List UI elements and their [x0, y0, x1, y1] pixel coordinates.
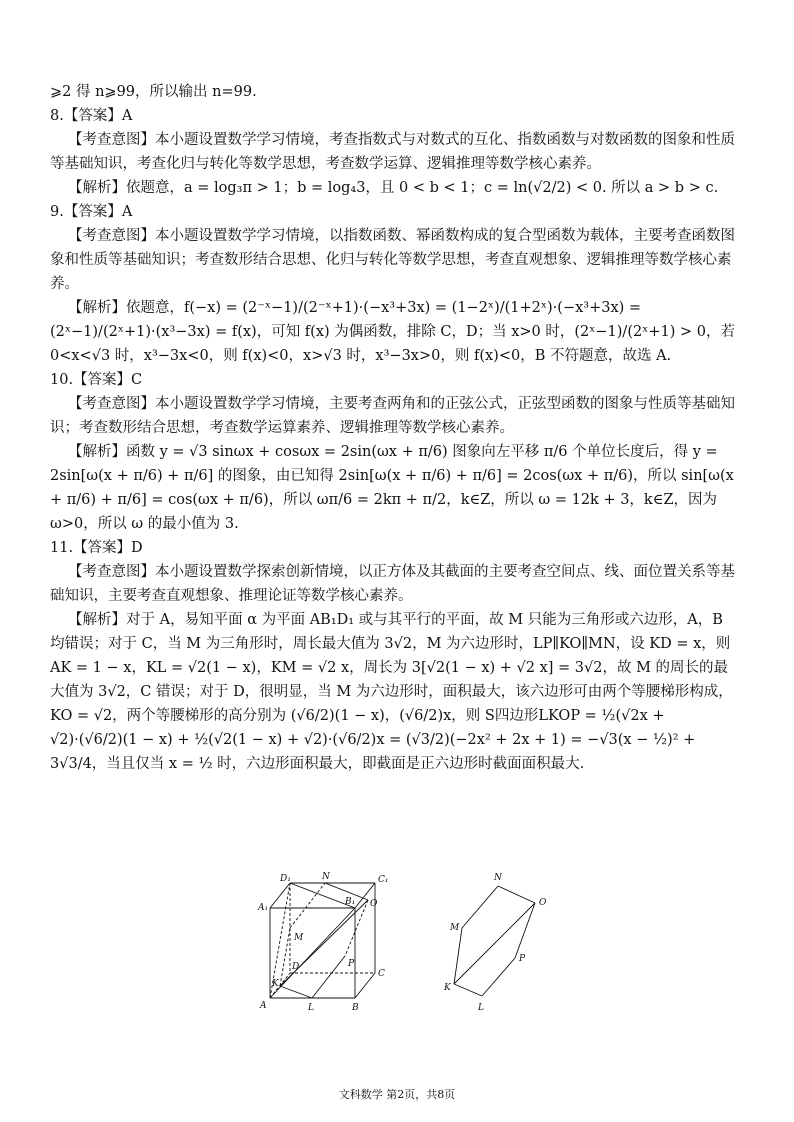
- answer-8: 8.【答案】A: [50, 108, 133, 124]
- hexagon-label: N: [494, 873, 502, 883]
- analysis-11: 【解析】对于 A，易知平面 α 为平面 AB₁D₁ 或与其平行的平面，故 M 只能为三角形或六边形，A，B 均错误；对于 C，当 M 为三角形时，周长最大值为 3√2，M 为六边形时，LP∥KO∥MN，设 KD = x，则 AK = 1 − x，KL = √2(1 − x)，KM = √2 x，周长为 3[√2(1 − x) + √2 x] = 3√2，故 M 的周长的最大值为 3√2，C 错误；对于 D，很明显，当 M 为六边形时，面积最大，该六边形可由两个等腰梯形构成，KO = √2，两个等腰梯形的高分别为 (√6/2)(1 − x)，(√6/2)x，则 S四边形LKOP = ½(√2x + √2)·(√6/2)(1 − x) + ½(√2(1 − x) + √2)·(√6/2)x = (√3/2)(−2x² + 2x + 1) = −√3(x − ½)² + 3√3/4，当且仅当 x = ½ 时，六边形面积最大，即截面是正六边形时截面面积最大.: [50, 612, 733, 772]
- hexagon-label: L: [478, 1003, 484, 1013]
- hexagon-label: P: [519, 954, 526, 964]
- cube-label: B: [352, 1003, 359, 1013]
- analysis-8: 【解析】依题意，a = log₃π > 1；b = log₄3，且 0 < b < 1；c = ln(√2/2) < 0. 所以 a > b > c.: [68, 180, 719, 196]
- intro-line: ⩾2 得 n⩾99，所以输出 n=99.: [50, 84, 257, 100]
- cube-label: N: [322, 872, 330, 882]
- geometry-figures: [250, 868, 570, 1018]
- question-9: [50, 200, 740, 368]
- cube-label: D: [292, 962, 300, 972]
- question-11: [50, 536, 740, 776]
- cube-label: B₁: [345, 897, 356, 907]
- intent-8: 【考查意图】本小题设置数学学习情境，考查指数式与对数式的互化、指数函数与对数函数的图象和性质等基础知识，考查化归与转化等数学思想，考查数学运算、逻辑推理等数学核心素养。: [50, 132, 735, 172]
- cube-label: K: [272, 979, 279, 989]
- intent-10: 【考查意图】本小题设置数学学习情境，主要考查两角和的正弦公式，正弦型函数的图象与性质等基础知识；考查数形结合思想，考查数学运算素养、逻辑推理等数学核心素养。: [50, 396, 735, 436]
- hexagon-label: O: [539, 898, 547, 908]
- cube-label: C₁: [378, 875, 389, 885]
- cube-label: D₁: [280, 874, 291, 884]
- answer-11: 11.【答案】D: [50, 540, 143, 556]
- intent-9: 【考查意图】本小题设置数学学习情境，以指数函数、幂函数构成的复合型函数为载体，主要考查函数图象和性质等基础知识；考查数形结合思想、化归与转化等数学思想，考查直观想象、逻辑推理等数学核心素养。: [50, 228, 735, 292]
- solution-text: [50, 80, 740, 776]
- cube-figure: [270, 883, 375, 998]
- question-10: [50, 368, 740, 536]
- cube-label: P: [348, 959, 355, 969]
- cube-label: L: [308, 1003, 314, 1013]
- question-8: [50, 104, 740, 200]
- cube-label: A: [260, 1001, 267, 1011]
- answer-9: 9.【答案】A: [50, 204, 133, 220]
- analysis-10: 【解析】函数 y = √3 sinωx + cosωx = 2sin(ωx + π/6) 图象向左平移 π/6 个单位长度后，得 y = 2sin[ω(x + π/6) + π/6] 的图象，由已知得 2sin[ω(x + π/6) + π/6] = 2cos(ωx + π/6)，所以 sin[ω(x + π/6) + π/6] = cos(ωx + π/6)，所以 ωπ/6 = 2kπ + π/2，k∈Z，所以 ω = 12k + 3，k∈Z，因为 ω>0，所以 ω 的最小值为 3.: [50, 444, 734, 532]
- cube-label: M: [294, 933, 304, 943]
- cube-label: C: [378, 969, 385, 979]
- intent-11: 【考查意图】本小题设置数学探索创新情境，以正方体及其截面的主要考查空间点、线、面位置关系等基础知识，主要考查直观想象、推理论证等数学核心素养。: [50, 564, 735, 604]
- hexagon-label: M: [450, 923, 460, 933]
- answer-10: 10.【答案】C: [50, 372, 143, 388]
- hexagon-figure: [454, 886, 535, 996]
- page-footer: 文科数学 第2页，共8页: [338, 1088, 456, 1101]
- cube-label: O: [370, 899, 378, 909]
- cube-label: A₁: [258, 903, 269, 913]
- analysis-9: 【解析】依题意，f(−x) = (2⁻ˣ−1)/(2⁻ˣ+1)·(−x³+3x) = (1−2ˣ)/(1+2ˣ)·(−x³+3x) = (2ˣ−1)/(2ˣ+1)·(x³−3x) = f(x)，可知 f(x) 为偶函数，排除 C，D；当 x>0 时，(2ˣ−1)/(2ˣ+1) > 0，若 0<x<√3 时，x³−3x<0，则 f(x)<0，x>√3 时，x³−3x>0，则 f(x)<0，B 不符题意，故选 A.: [50, 300, 735, 364]
- hexagon-label: K: [444, 983, 451, 993]
